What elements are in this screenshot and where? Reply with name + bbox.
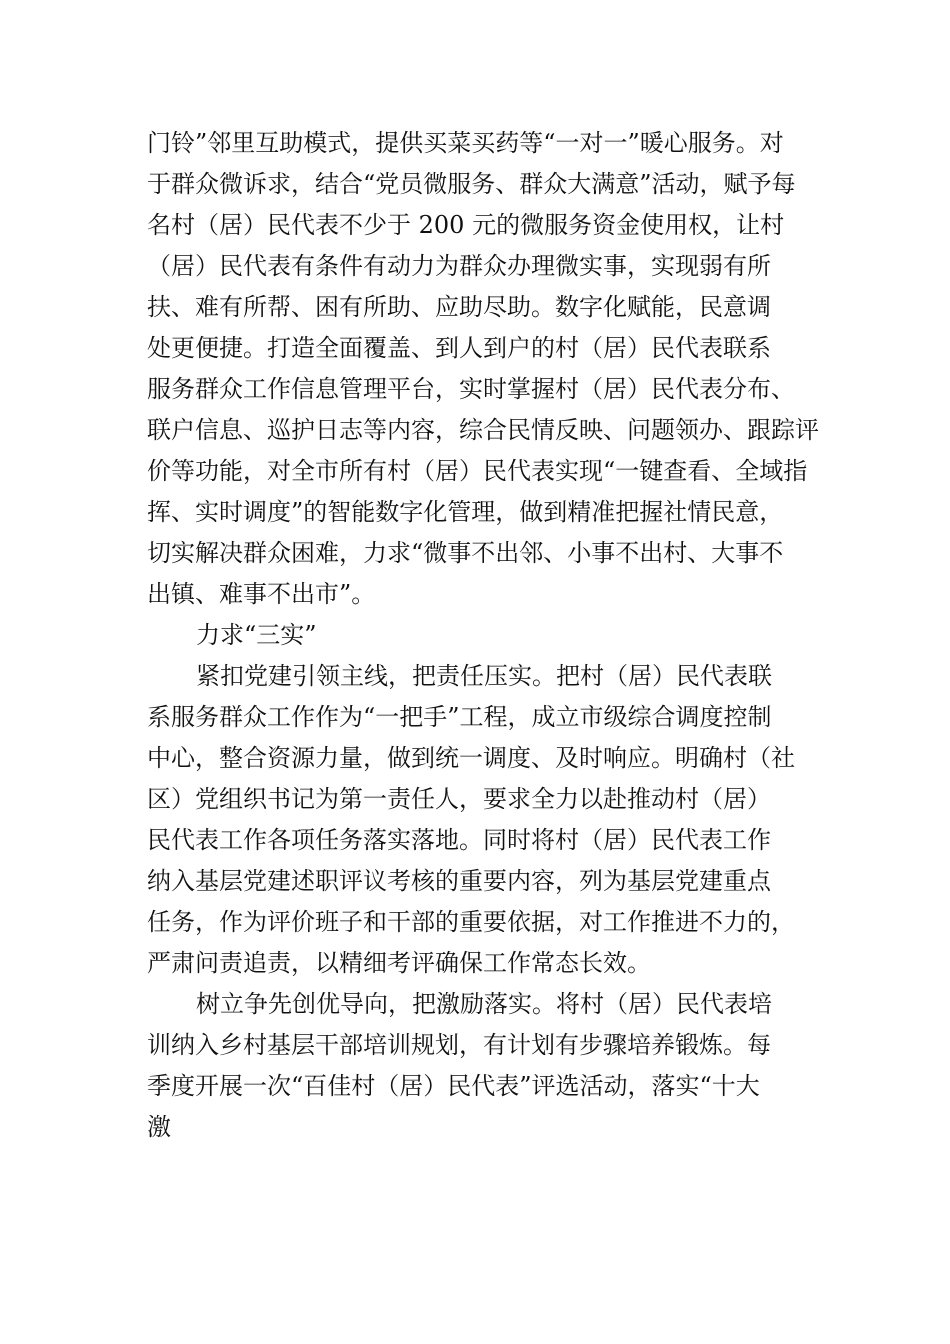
text-line-11: 切实解决群众困难，力求“微事不出邻、小事不出村、大事不 [147,539,784,567]
text-line-18: 民代表工作各项任务落实落地。同时将村（居）民代表工作 [147,826,771,854]
text-line-1: 门铃”邻里互助模式，提供买菜买药等“一对一”暖心服务。对 [147,129,784,157]
text-line-20: 任务，作为评价班子和干部的重要依据，对工作推进不力的， [147,908,795,936]
text-line-25: 激 [147,1113,171,1141]
text-line-7: 服务群众工作信息管理平台，实时掌握村（居）民代表分布、 [147,375,795,403]
text-line-21: 严肃问责追责，以精细考评确保工作常态长效。 [147,949,651,977]
text-line-17: 区）党组织书记为第一责任人，要求全力以赴推动村（居） [147,785,771,813]
text-line-19: 纳入基层党建述职评议考核的重要内容，列为基层党建重点 [147,867,771,895]
text-line-5: 扶、难有所帮、困有所助、应助尽助。数字化赋能，民意调 [147,293,771,321]
text-line-14: 紧扣党建引领主线，把责任压实。把村（居）民代表联 [196,662,772,690]
text-line-12: 出镇、难事不出市”。 [147,580,376,608]
section-heading: 力求“三实” [196,621,317,649]
text-line-3: 名村（居）民代表不少于 200 元的微服务资金使用权，让村 [147,211,785,239]
text-line-15: 系服务群众工作作为“一把手”工程，成立市级综合调度控制 [147,703,772,731]
text-line-23: 训纳入乡村基层干部培训规划，有计划有步骤培养锻炼。每 [147,1031,771,1059]
text-line-16: 中心，整合资源力量，做到统一调度、及时响应。明确村（社 [147,744,795,772]
text-line-24: 季度开展一次“百佳村（居）民代表”评选活动，落实“十大 [147,1072,760,1100]
text-line-22: 树立争先创优导向，把激励落实。将村（居）民代表培 [196,990,772,1018]
text-line-6: 处更便捷。打造全面覆盖、到人到户的村（居）民代表联系 [147,334,771,362]
text-line-2: 于群众微诉求，结合“党员微服务、群众大满意”活动，赋予每 [147,170,796,198]
text-line-10: 挥、实时调度”的智能数字化管理，做到精准把握社情民意， [147,498,784,526]
text-line-8: 联户信息、巡护日志等内容，综合民情反映、问题领办、跟踪评 [147,416,819,444]
text-line-4: （居）民代表有条件有动力为群众办理微实事，实现弱有所 [147,252,771,280]
text-line-9: 价等功能，对全市所有村（居）民代表实现“一键查看、全域指 [147,457,808,485]
